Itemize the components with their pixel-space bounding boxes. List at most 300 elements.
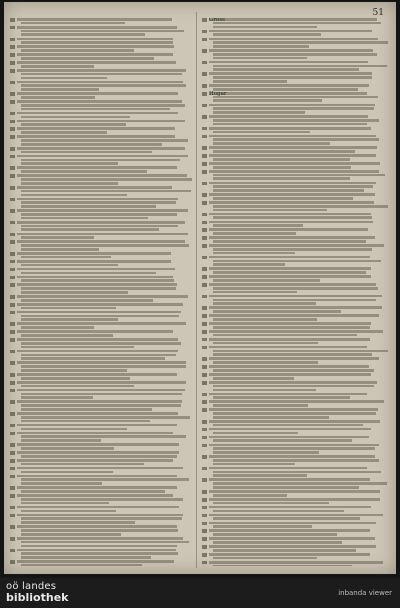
entry-text-line [209,213,371,216]
entry-text-line [213,131,310,134]
register-entry [202,146,388,152]
entry-text-line [17,26,177,29]
entry-text-line [21,482,102,485]
entry-surname-mark [10,252,15,256]
entry-surname-mark [202,18,207,22]
register-entry [10,18,192,24]
register-entry [202,244,388,254]
entry-text-line [213,291,297,294]
register-entry [202,267,388,273]
register-entry [202,72,388,82]
entry-surname-mark [202,182,207,186]
entry-text-line [21,299,153,302]
entry-surname-mark [202,498,207,502]
entry-text-line [213,463,295,466]
register-entry [10,38,192,44]
entry-surname-mark [202,373,207,377]
entry-surname-mark [202,275,207,279]
entry-text-line [21,533,121,536]
entry-text-line [17,373,177,376]
entry-text-line [209,408,378,411]
entry-text-line [213,412,376,415]
entry-text-line [17,198,178,201]
register-entry [202,514,388,520]
entry-text-line [213,533,337,536]
entry-text-line [213,216,372,219]
entry-text-line [213,111,305,114]
entry-text-line [17,276,173,279]
entry-text-line [209,330,383,333]
entry-surname-mark [202,256,207,260]
entry-text-line [209,553,370,556]
entry-text-line [213,502,329,505]
entry-surname-mark [10,166,15,170]
register-entry [10,174,192,184]
entry-text-line [213,99,322,102]
entry-text-line [17,81,183,84]
entry-text-line [213,209,327,212]
entry-text-line [17,252,171,255]
entry-surname-mark [10,18,15,22]
register-entry [202,30,388,36]
entry-text-line [213,224,303,227]
entry-text-line [209,444,379,447]
scanned-page [4,2,396,574]
entry-surname-mark [202,49,207,53]
entry-text-line [17,560,174,563]
entry-text-line [213,342,318,345]
register-entry [10,127,192,133]
register-entry [202,314,388,320]
entry-text-line [209,522,376,525]
viewer-brand-label: inbanda viewer [338,589,392,597]
entry-surname-mark [10,61,15,65]
entry-text-line [213,205,388,208]
register-entry [10,506,192,512]
entry-text-line [21,194,127,197]
register-entry [202,221,388,227]
entry-text-line [213,45,309,48]
register-entry [10,549,192,559]
entry-text-line [17,424,177,427]
entry-text-line [17,147,185,150]
entry-text-line [213,396,350,399]
entry-text-line [209,314,379,317]
register-entry [202,381,388,391]
register-entry [10,252,192,258]
register-entry [202,49,388,59]
entry-text-line [213,389,316,392]
entry-text-line [209,420,380,423]
register-entry [10,381,192,387]
entry-surname-mark [10,443,15,447]
entry-text-line [213,471,381,474]
entry-text-line [209,127,371,130]
entry-text-line [21,318,118,321]
entry-text-line [209,104,375,107]
register-entry [202,498,388,504]
entry-text-line [209,306,382,309]
entry-text-line [213,385,374,388]
entry-text-line [17,338,178,341]
entry-text-line [21,404,181,407]
entry-surname-mark [10,451,15,455]
entry-surname-mark [202,92,207,96]
register-entry [10,424,192,430]
register-entry [10,443,192,449]
entry-text-line [21,342,181,345]
register-entry [10,560,192,566]
entry-text-line [213,557,317,560]
entry-text-line [21,416,190,419]
entry-text-line [213,318,317,321]
register-entry [10,322,192,328]
entry-text-line [213,510,344,513]
entry-text-line [209,18,377,21]
entry-text-line [21,408,152,411]
entry-text-line [213,377,294,380]
entry-text-line [209,275,371,278]
entry-surname-mark [10,120,15,124]
entry-text-line [21,326,94,329]
entry-text-line [21,279,174,282]
entry-text-line [21,564,142,566]
register-entry [202,162,388,168]
entry-text-line [213,65,387,68]
entry-text-line [17,61,176,64]
entry-text-line [17,112,178,115]
entry-text-line [21,556,151,559]
entry-surname-mark [10,338,15,342]
entry-text-line [213,271,366,274]
register-entry [202,154,388,160]
entry-text-line [21,225,178,228]
entry-surname-mark [202,357,207,361]
entry-text-line [21,272,156,275]
entry-surname-mark [202,537,207,541]
entry-text-line [21,428,127,431]
entry-text-line [21,439,101,442]
entry-surname-mark [202,393,207,397]
entry-surname-mark [10,233,15,237]
entry-text-line [21,287,176,290]
register-entry [202,84,388,90]
entry-text-line [17,350,178,353]
entry-text-line [213,541,342,544]
entry-text-line [209,428,371,431]
entry-surname-mark [202,436,207,440]
entry-text-line [17,92,178,95]
register-entry [10,432,192,442]
entry-text-line [213,287,378,290]
entry-text-line [21,33,145,36]
library-logo[interactable] [6,581,68,603]
entry-text-line [213,76,372,79]
entry-text-line [17,186,172,189]
register-entry [10,268,192,274]
entry-text-line [17,45,174,48]
entry-text-line [17,451,179,454]
entry-text-line [21,116,130,119]
entry-text-line [213,248,372,251]
entry-text-line [213,439,352,442]
entry-text-line [209,228,368,231]
entry-surname-mark [10,361,15,365]
entry-text-line [21,396,93,399]
entry-text-line [21,108,170,111]
register-entry [202,182,388,192]
entry-surname-mark [202,295,207,299]
entry-surname-mark [10,69,15,73]
entry-surname-mark [202,38,207,42]
entry-surname-mark [202,522,207,526]
register-entry [10,26,192,36]
entry-text-line [209,154,376,157]
entry-text-line [21,369,127,372]
entry-text-line [21,365,186,368]
entry-surname-mark [10,45,15,49]
entry-text-line [213,302,316,305]
entry-surname-mark [10,400,15,404]
entry-surname-mark [10,350,15,354]
entry-text-line [213,482,387,485]
entry-text-line [21,151,152,154]
entry-surname-mark [202,420,207,424]
entry-text-line [209,561,383,564]
entry-text-line [21,162,118,165]
register-entry [202,295,388,305]
entry-surname-mark [10,295,15,299]
entry-surname-mark [202,553,207,557]
register-entry [10,53,192,59]
entry-text-line [21,463,144,466]
entry-surname-mark [202,455,207,459]
register-entry [202,275,388,281]
register-entry [202,201,388,211]
entry-surname-mark [202,127,207,131]
entry-surname-mark [10,537,15,541]
entry-surname-mark [10,432,15,436]
register-entry [10,467,192,473]
entry-text-line [21,159,180,162]
entry-text-line [21,490,165,493]
entry-text-line [209,506,371,509]
entry-text-line [213,107,374,110]
register-entry [10,311,192,321]
entry-text-line [209,244,384,247]
entry-surname-mark [10,459,15,463]
entry-surname-mark [10,330,15,334]
entry-text-line [21,131,107,134]
entry-text-line [213,53,377,56]
register-entry [10,276,192,282]
entry-text-line [17,53,173,56]
viewer-footer [0,578,400,608]
register-entry [202,420,388,426]
entry-surname-mark [10,221,15,225]
register-entry [202,436,388,442]
register-entry [10,61,192,67]
entry-surname-mark [202,30,207,34]
entry-text-line [213,334,357,337]
entry-text-line [213,263,285,266]
entry-text-line [21,190,191,193]
entry-surname-mark [10,174,15,178]
entry-surname-mark [10,276,15,280]
entry-surname-mark [202,193,207,197]
entry-surname-mark [202,244,207,248]
entry-text-line [213,447,375,450]
right-column [202,18,388,566]
entry-surname-mark [10,373,15,377]
entry-surname-mark [202,115,207,119]
entry-text-line [213,80,287,83]
entry-text-line [17,322,186,325]
entry-text-line [21,217,148,220]
register-entry [10,166,192,172]
entry-text-line [17,155,188,158]
register-entry [202,529,388,535]
entry-text-line [17,69,186,72]
entry-legible-fragment: Hogar [209,90,227,97]
entry-text-line [21,307,116,310]
register-entry [10,389,192,399]
register-entry [10,45,192,51]
entry-text-line [209,322,371,325]
entry-surname-mark [10,92,15,96]
register-entry [10,350,192,360]
entry-surname-mark [202,283,207,287]
register-entry [202,115,388,125]
register-entry [10,240,192,250]
register-entry [10,400,192,410]
entry-surname-mark [10,560,15,564]
entry-legible-fragment: Gross [209,18,225,23]
entry-text-line [17,381,186,384]
entry-text-line [209,373,371,376]
entry-text-line [213,494,287,497]
entry-text-line [213,189,364,192]
entry-text-line [209,514,383,517]
register-entry [202,467,388,477]
entry-surname-mark [10,240,15,244]
entry-surname-mark [10,209,15,213]
register-entry [202,306,388,312]
register-entry [202,193,388,199]
register-entry [10,81,192,91]
entry-text-line [17,467,183,470]
register-entry [10,514,192,524]
entry-text-line [209,135,376,138]
register-entry [202,170,388,180]
register-entry [202,400,388,406]
entry-text-line [213,197,353,200]
entry-text-line [17,389,185,392]
entry-text-line [209,400,384,403]
register-entry [202,455,388,465]
entry-text-line [209,72,372,75]
entry-surname-mark [202,506,207,510]
entry-text-line [21,393,182,396]
entry-text-line [21,517,182,520]
entry-text-line [21,228,159,231]
entry-surname-mark [202,61,207,65]
entry-text-line [213,22,381,25]
entry-surname-mark [10,283,15,287]
register-entry [202,393,388,399]
entry-text-line [213,240,366,243]
register-entry [10,198,192,208]
entry-surname-mark [10,26,15,30]
page-number: 51 [372,8,384,18]
register-entry [10,475,192,485]
entry-surname-mark [10,147,15,151]
entry-text-line [17,209,188,212]
entry-text-line [213,310,341,313]
entry-text-line [21,213,177,216]
entry-text-line [213,88,358,91]
entry-text-line [21,315,179,318]
register-entry [10,361,192,371]
entry-text-line [17,260,171,263]
register-entry [10,525,192,535]
entry-text-line [213,451,319,454]
entry-surname-mark [202,545,207,549]
entry-text-line [17,303,183,306]
register-entry [202,537,388,543]
register-entry [10,135,192,145]
entry-text-line [213,166,351,169]
entry-text-line [21,143,162,146]
logo-text-line-1: oö landes [6,581,57,592]
entry-text-line [213,279,320,282]
entry-surname-mark [202,314,207,318]
entry-text-line [209,170,379,173]
entry-surname-mark [10,81,15,85]
entry-text-line [17,400,182,403]
entry-surname-mark [202,514,207,518]
entry-text-line [17,486,177,489]
entry-surname-mark [202,428,207,432]
entry-text-line [21,291,128,294]
register-entry [10,412,192,422]
entry-text-line [209,498,380,501]
register-entry [10,459,192,465]
register-entry [202,256,388,266]
entry-text-line [209,236,375,239]
entry-surname-mark [10,268,15,272]
entry-text-line [213,260,381,263]
entry-surname-mark [10,381,15,385]
entry-text-line [17,459,173,462]
entry-surname-mark [10,135,15,139]
register-entry [202,38,388,48]
entry-text-line [17,514,183,517]
register-entry [10,494,192,504]
entry-text-line [209,490,380,493]
entry-text-line [17,38,173,41]
entry-text-line [17,135,175,138]
entry-text-line [17,283,177,286]
entry-text-line [21,96,95,99]
entry-text-line [209,365,369,368]
entry-text-line [209,49,373,52]
entry-text-line [21,65,94,68]
entry-text-line [17,412,178,415]
entry-text-line [213,68,359,71]
entry-surname-mark [10,506,15,510]
register-entry [10,373,192,379]
